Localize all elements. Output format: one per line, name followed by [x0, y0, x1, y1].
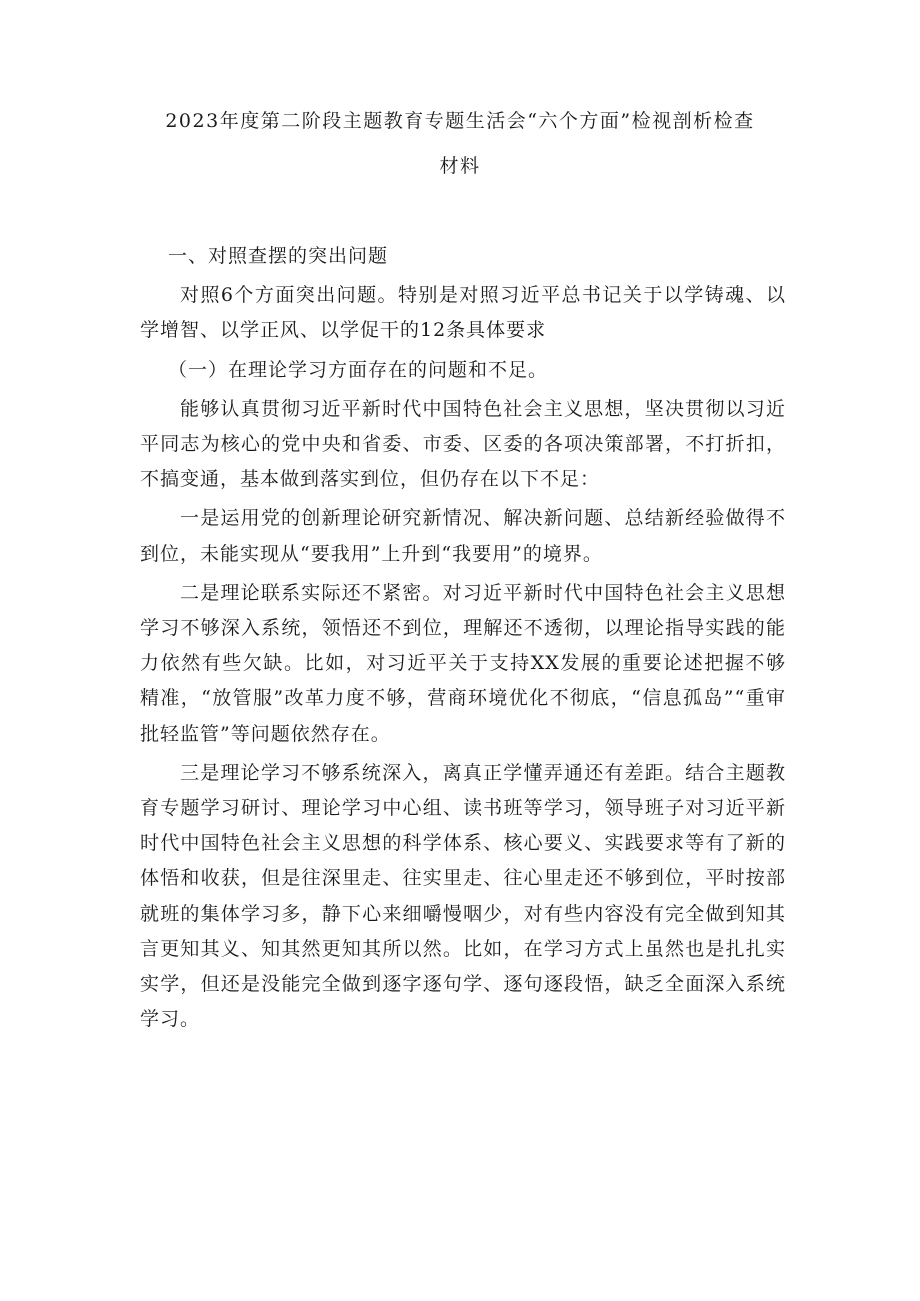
- section-heading: 一、对照查摆的突出问题: [168, 245, 389, 267]
- paragraph-overview: 能够认真贯彻习近平新时代中国特色社会主义思想，坚决贯彻以习近平同志为核心的党中央和省委、市委、区委的各项决策部署，不打折扣，不搞变通，基本做到落实到位，但仍存在以下不足：: [140, 397, 786, 491]
- document-title-line-2: 材料: [439, 155, 481, 177]
- subsection-heading: （一）在理论学习方面存在的问题和不足。: [168, 358, 549, 381]
- document-title-line-1: 2023年度第二阶段主题教育专题生活会“六个方面”检视剖析检查: [165, 110, 755, 132]
- document-body: [140, 239, 786, 1041]
- paragraph-point-3: 三是理论学习不够系统深入，离真正学懂弄通还有差距。结合主题教育专题学习研讨、理论学习中心组、读书班等学习，领导班子对习近平新时代中国特色社会主义思想的科学体系、核心要义、实践要求等有了新的体悟和收获，但是往深里走、往实里走、往心里走还不够到位，平时按部就班的集体学习多，静下心来细嚼慢咽少，对有些内容没有完全做到知其言更知其义、知其然更知其所以然。比如，在学习方式上虽然也是扎扎实实学，但还是没能完全做到逐字逐句学、逐句逐段悟，缺乏全面深入系统学习。: [140, 761, 786, 1031]
- paragraph-point-1: 一是运用党的创新理论研究新情况、解决新问题、总结新经验做得不到位，未能实现从“要我用”上升到“我要用”的境界。: [140, 507, 786, 565]
- paragraph-intro: 对照6个方面突出问题。特别是对照习近平总书记关于以学铸魂、以学增智、以学正风、以学促干的12条具体要求: [140, 284, 786, 342]
- paragraph-point-2: 二是理论联系实际还不紧密。对习近平新时代中国特色社会主义思想学习不够深入系统，领悟还不到位，理解还不透彻，以理论指导实践的能力依然有些欠缺。比如，对习近平关于支持XX发展的重要论述把握不够精准，“放管服”改革力度不够，营商环境优化不彻底，“信息孤岛”“重审批轻监管”等问题依然存在。: [140, 581, 786, 745]
